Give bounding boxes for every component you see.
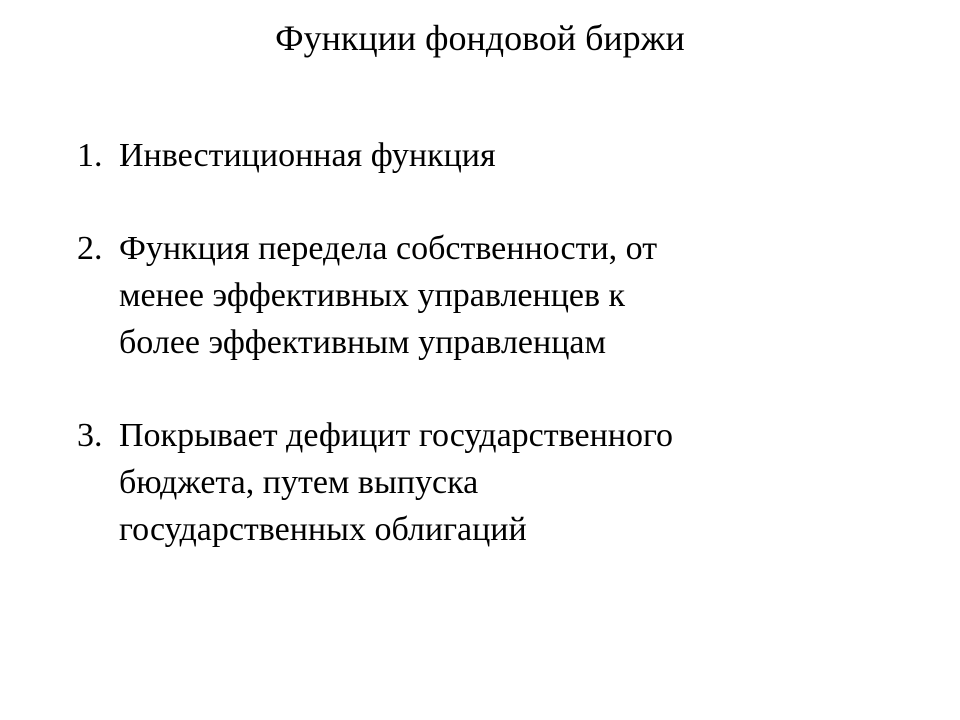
function-list [77,132,897,599]
list-item-number: 3. [77,417,103,454]
list-item-text: Инвестиционная функция [119,137,496,174]
list-item-budget-deficit [77,412,897,553]
list-item-investment-function [77,132,897,179]
slide-title: Функции фондовой биржи [275,18,685,58]
list-item-number: 1. [77,137,103,174]
list-item-text: Покрывает дефицит государственного бюджета, путем выпуска государственных облигаций [119,417,674,548]
list-item-ownership-redistribution [77,225,897,366]
list-item-text: Функция передела собственности, от менее эффективных управленцев к более эффективным управленцам [119,230,658,361]
list-item-number: 2. [77,230,103,267]
